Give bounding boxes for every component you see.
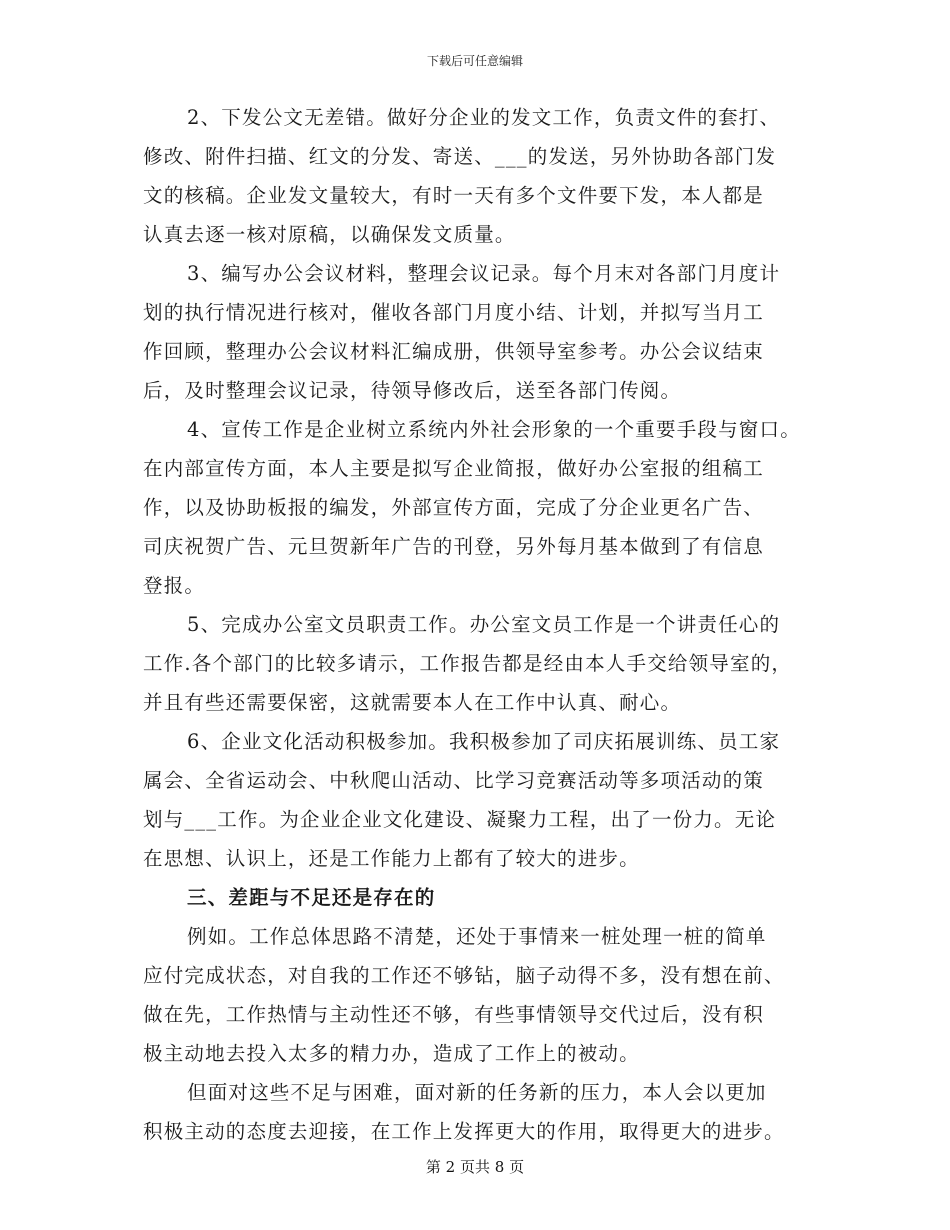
paragraph-line: 应付完成状态，对自我的工作还不够钻，脑子动得不多，没有想在前、 (143, 964, 785, 987)
paragraph-line: 认真去逐一核对原稿，以确保发文质量。 (143, 223, 516, 246)
paragraph-line: 在内部宣传方面，本人主要是拟写企业简报，做好办公室报的组稿工 (143, 457, 765, 480)
paragraph-line: 工作.各个部门的比较多请示，工作报告都是经由本人手交给领导室的， (143, 652, 793, 675)
paragraph-line: 并且有些还需要保密，这就需要本人在工作中认真、耐心。 (143, 691, 682, 714)
paragraph-line: 修改、附件扫描、红文的分发、寄送、___的发送，另外协助各部门发 (143, 145, 777, 168)
section-heading: 三、差距与不足还是存在的 (187, 886, 436, 909)
paragraph-line: 2、下发公文无差错。做好分企业的发文工作，负责文件的套打、 (187, 106, 781, 129)
paragraph-line: 3、编写办公会议材料，整理会议记录。每个月末对各部门月度计 (187, 262, 781, 285)
paragraph-line: 文的核稿。企业发文量较大，有时一天有多个文件要下发，本人都是 (143, 184, 765, 207)
paragraph-line: 作，以及协助板报的编发，外部宣传方面，完成了分企业更名广告、 (143, 496, 765, 519)
paragraph-line: 作回顾，整理办公会议材料汇编成册，供领导室参考。办公会议结束 (143, 340, 765, 363)
paragraph-line: 例如。工作总体思路不清楚，还处于事情来一桩处理一桩的简单 (187, 925, 767, 948)
paragraph-line: 做在先，工作热情与主动性还不够，有些事情领导交代过后，没有积 (143, 1003, 765, 1026)
page-number: 第 2 页共 8 页 (425, 1158, 525, 1176)
paragraph-line: 登报。 (143, 574, 206, 597)
paragraph-line: 后，及时整理会议记录，待领导修改后，送至各部门传阅。 (143, 379, 682, 402)
paragraph-line: 划的执行情况进行核对，催收各部门月度小结、计划，并拟写当月工 (143, 301, 765, 324)
paragraph-line: 4、宣传工作是企业树立系统内外社会形象的一个重要手段与窗口。 (187, 418, 801, 441)
paragraph-line: 积极主动的态度去迎接，在工作上发挥更大的作用，取得更大的进步。 (143, 1120, 785, 1143)
paragraph-line: 属会、全省运动会、中秋爬山活动、比学习竞赛活动等多项活动的策 (143, 769, 765, 792)
paragraph-line: 极主动地去投入太多的精力办，造成了工作上的被动。 (143, 1042, 640, 1065)
paragraph-line: 5、完成办公室文员职责工作。办公室文员工作是一个讲责任心的 (187, 613, 781, 636)
paragraph-line: 在思想、认识上，还是工作能力上都有了较大的进步。 (143, 847, 640, 870)
paragraph-line: 但面对这些不足与困难，面对新的任务新的压力，本人会以更加 (187, 1081, 767, 1104)
paragraph-line: 划与___工作。为企业企业文化建设、凝聚力工程，出了一份力。无论 (143, 808, 777, 831)
paragraph-line: 司庆祝贺广告、元旦贺新年广告的刊登，另外每月基本做到了有信息 (143, 535, 765, 558)
page-header: 下载后可任意编辑 (426, 54, 523, 68)
paragraph-line: 6、企业文化活动积极参加。我积极参加了司庆拓展训练、员工家 (187, 730, 781, 753)
